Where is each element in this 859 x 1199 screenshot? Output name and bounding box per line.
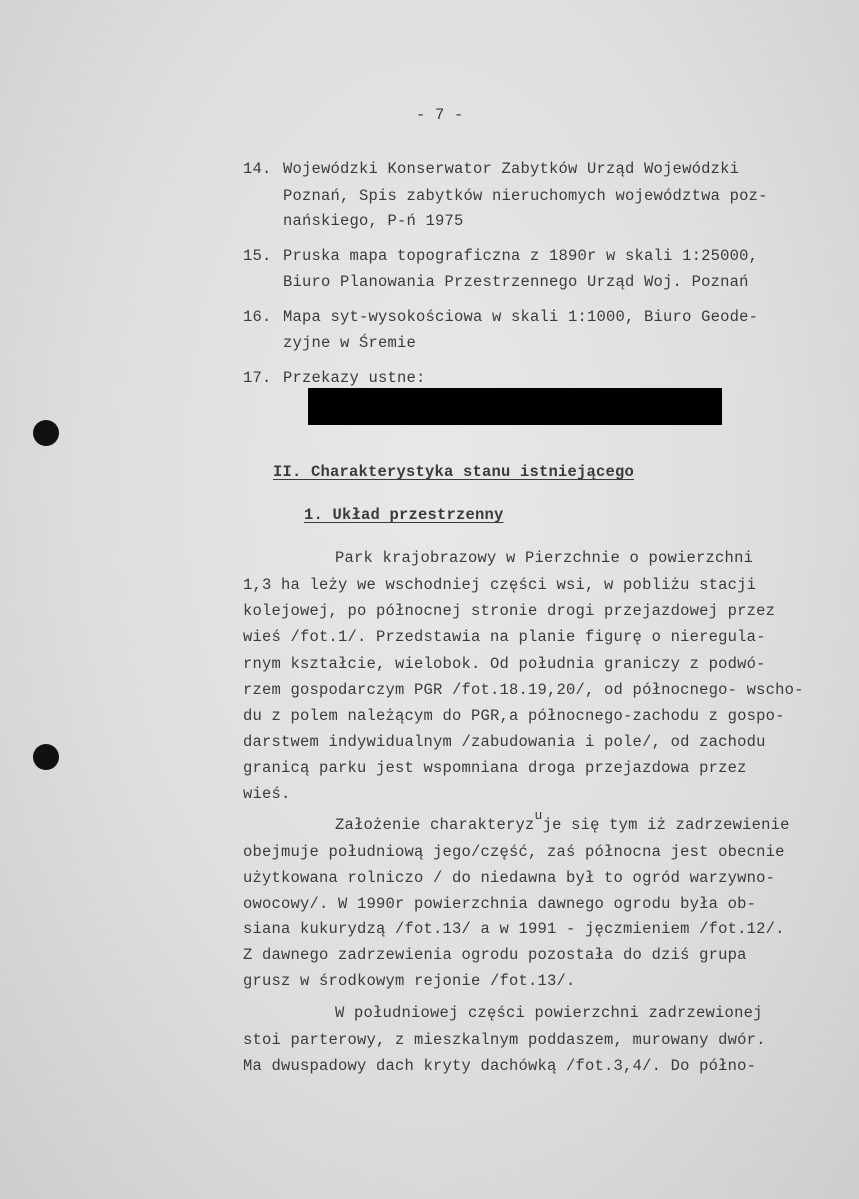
- paragraph-line: darstwem indywidualnym /zabudowania i pole/, od zachodu: [243, 733, 766, 751]
- paragraph-line: grusz w środkowym rejonie /fot.13/.: [243, 972, 576, 990]
- punch-hole: [33, 420, 59, 446]
- reference-number: 17.: [243, 369, 272, 387]
- paragraph-line: [335, 808, 790, 834]
- paragraph-line: użytkowana rolniczo / do niedawna był to ogród warzywno-: [243, 869, 776, 887]
- reference-line: Biuro Planowania Przestrzennego Urząd Woj. Poznań: [283, 273, 749, 291]
- reference-line: Mapa syt-wysokościowa w skali 1:1000, Biuro Geode-: [283, 308, 759, 326]
- paragraph-line: 1,3 ha leży we wschodniej części wsi, w pobliżu stacji: [243, 576, 757, 594]
- paragraph-line: granicą parku jest wspomniana droga przejazdowa przez: [243, 759, 747, 777]
- text-fragment: je się tym iż zadrzewienie: [542, 816, 790, 834]
- paragraph-line: Z dawnego zadrzewienia ogrodu pozostała do dziś grupa: [243, 946, 747, 964]
- section-heading: II. Charakterystyka stanu istniejącego: [273, 463, 635, 481]
- reference-line: Wojewódzki Konserwator Zabytków Urząd Wojewódzki: [283, 160, 740, 178]
- handwritten-correction: u: [534, 808, 543, 823]
- reference-line: nańskiego, P-ń 1975: [283, 212, 464, 230]
- reference-line: Pruska mapa topograficzna z 1890r w skali 1:25000,: [283, 247, 759, 265]
- punch-hole: [33, 744, 59, 770]
- reference-number: 16.: [243, 308, 272, 326]
- paragraph-line: Park krajobrazowy w Pierzchnie o powierzchni: [335, 549, 754, 567]
- text-fragment: Założenie charakteryz: [335, 816, 535, 834]
- paragraph-line: rnym kształcie, wielobok. Od południa graniczy z podwó-: [243, 655, 766, 673]
- paragraph-line: siana kukurydzą /fot.13/ a w 1991 - jęczmieniem /fot.12/.: [243, 920, 785, 938]
- paragraph-line: du z polem należącym do PGR,a północnego-zachodu z gospo-: [243, 707, 785, 725]
- reference-line: Poznań, Spis zabytków nieruchomych województwa poz-: [283, 187, 768, 205]
- paragraph-line: wieś /fot.1/. Przedstawia na planie figurę o nieregula-: [243, 628, 766, 646]
- page-number: - 7 -: [416, 106, 464, 124]
- paragraph-line: wieś.: [243, 785, 291, 803]
- paragraph-line: owocowy/. W 1990r powierzchnia dawnego ogrodu była ob-: [243, 895, 757, 913]
- paragraph-line: obejmuje południową jego/część, zaś północna jest obecnie: [243, 843, 785, 861]
- paragraph-line: stoi parterowy, z mieszkalnym poddaszem, murowany dwór.: [243, 1031, 766, 1049]
- reference-line: zyjne w Śremie: [283, 334, 417, 352]
- reference-number: 15.: [243, 247, 272, 265]
- reference-line: Przekazy ustne:: [283, 369, 426, 387]
- paragraph-line: Ma dwuspadowy dach kryty dachówką /fot.3,4/. Do półno-: [243, 1057, 757, 1075]
- redaction-bar: [308, 388, 722, 425]
- paragraph-line: W południowej części powierzchni zadrzewionej: [335, 1004, 763, 1022]
- subsection-heading: 1. Układ przestrzenny: [304, 506, 504, 524]
- paragraph-line: kolejowej, po północnej stronie drogi przejazdowej przez: [243, 602, 776, 620]
- reference-number: 14.: [243, 160, 272, 178]
- paragraph-line: rzem gospodarczym PGR /fot.18.19,20/, od północnego- wscho-: [243, 681, 804, 699]
